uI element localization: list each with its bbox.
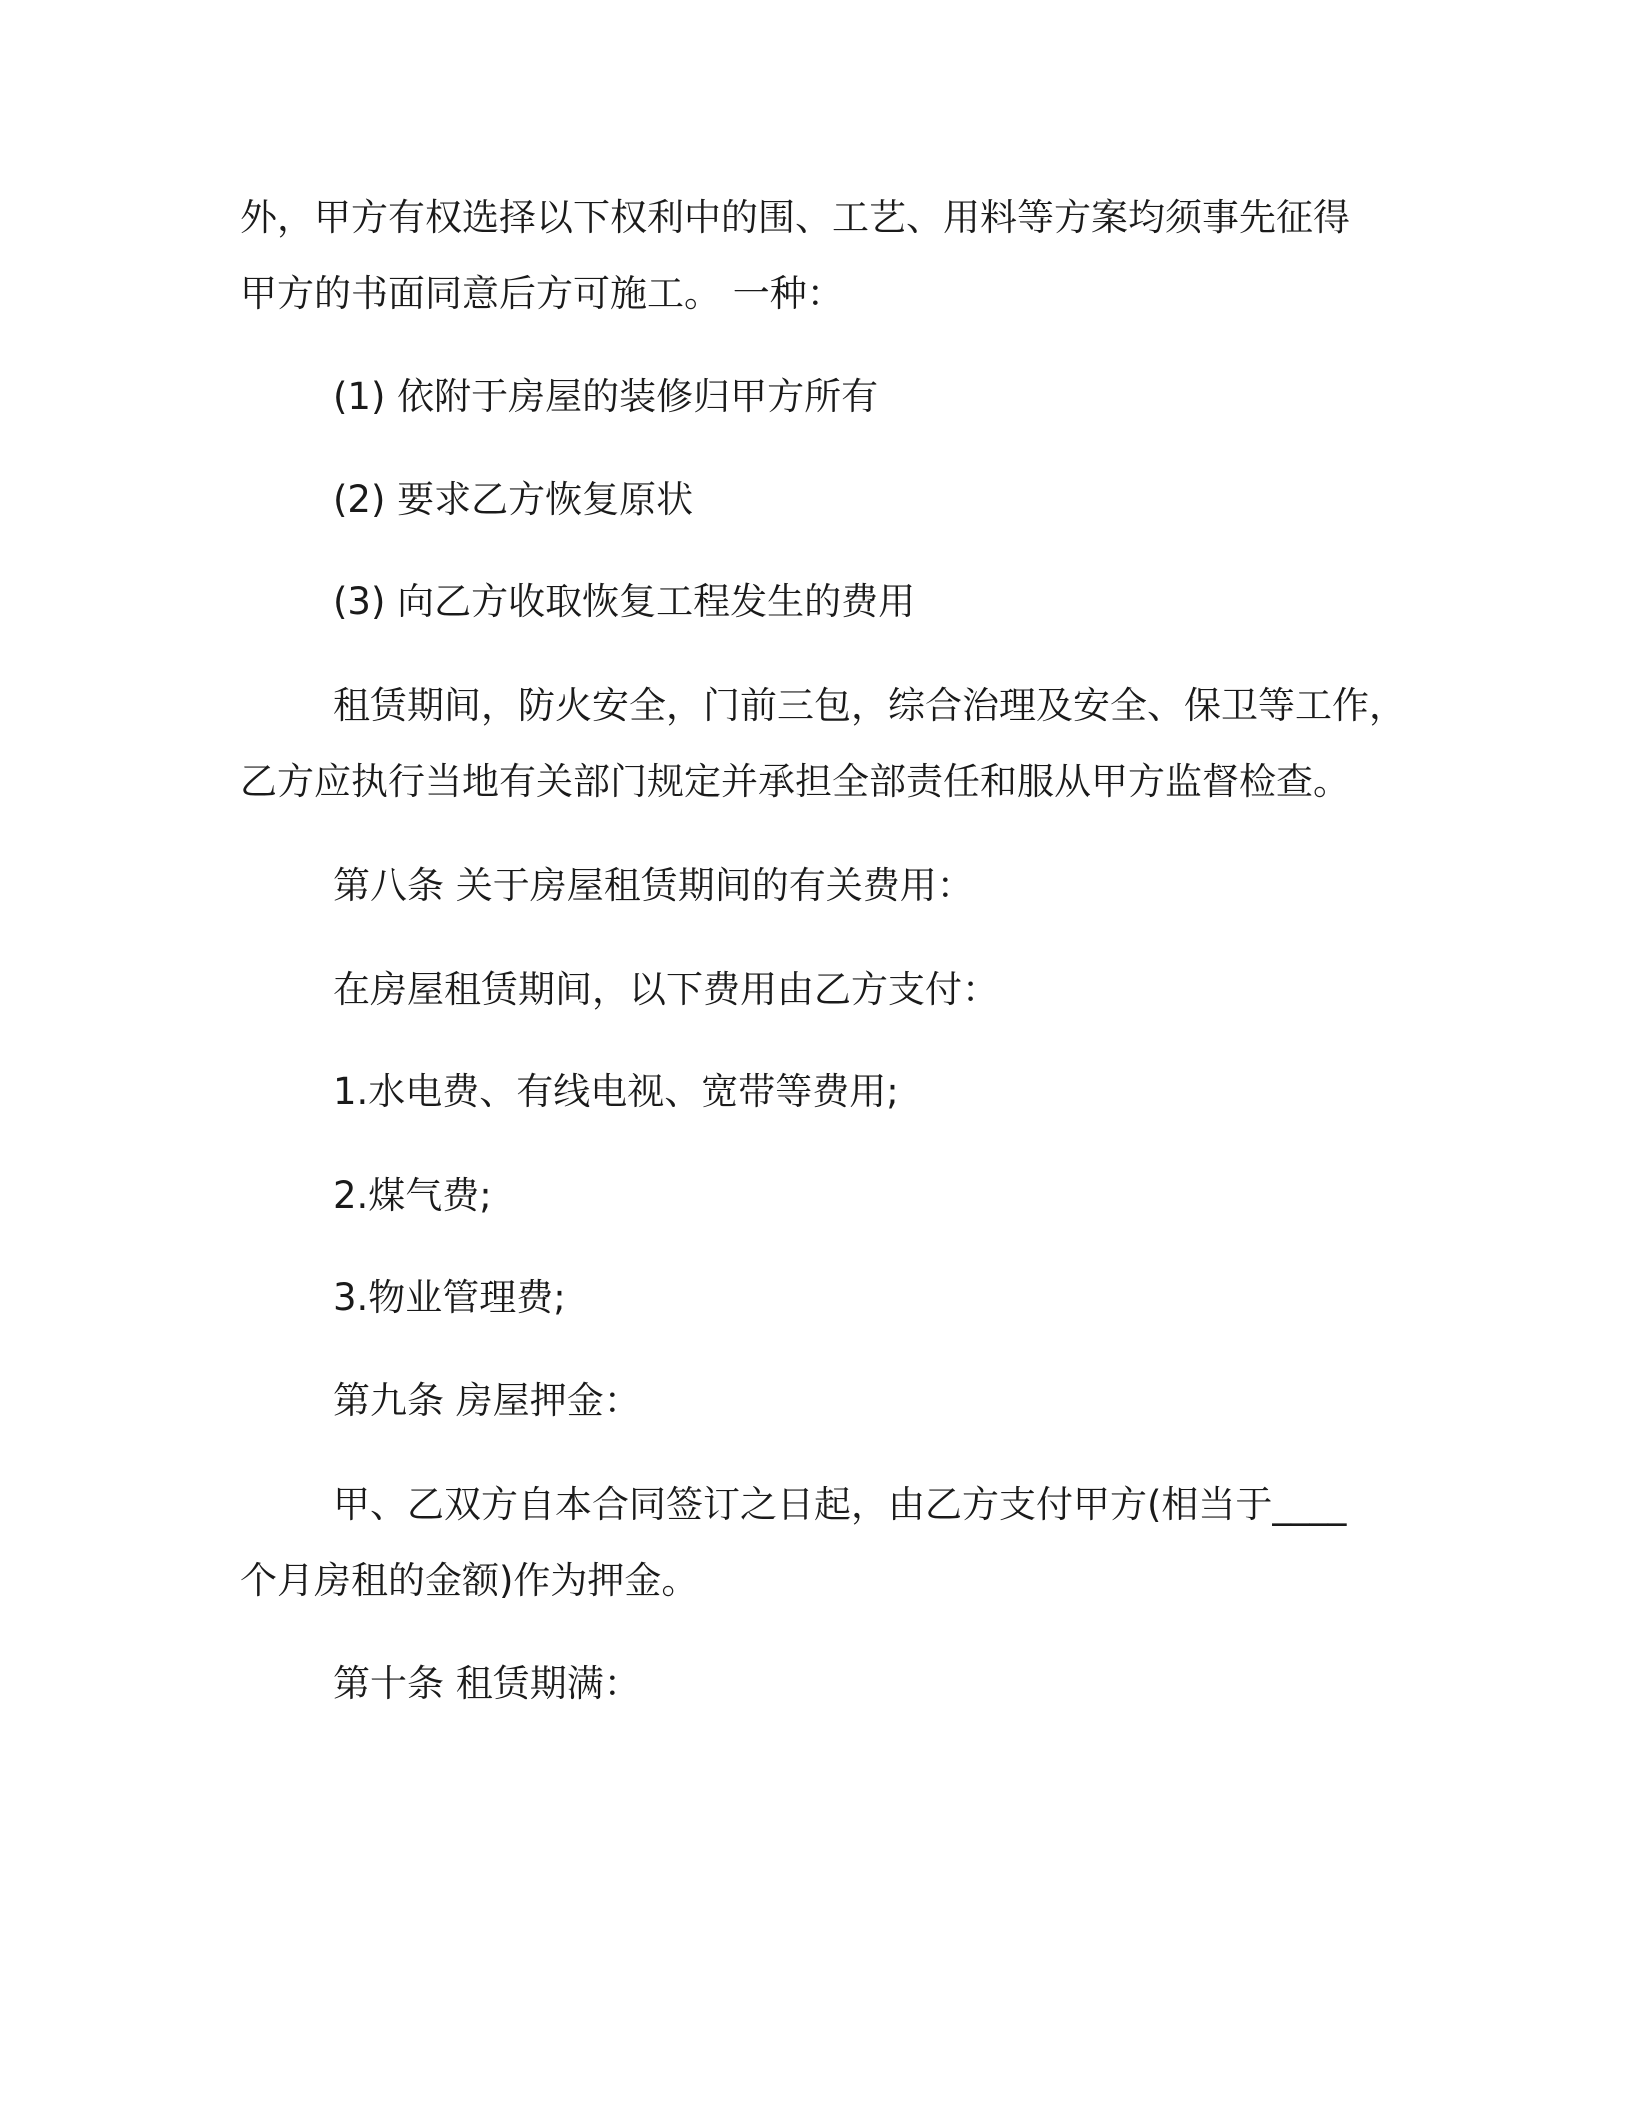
article-heading-9: 第九条 房屋押金： [333,1379,641,1422]
paragraph-line: 外，甲方有权选择以下权利中的围、工艺、用料等方案均须事先征得 [240,196,1350,239]
list-item-1: (1) 依附于房屋的装修归甲方所有 [333,375,879,418]
list-item-2: (2) 要求乙方恢复原状 [333,478,694,521]
fee-item-2: 2.煤气费; [333,1174,492,1217]
fee-item-1: 1.水电费、有线电视、宽带等费用; [333,1070,899,1113]
fee-item-3: 3.物业管理费; [333,1276,566,1319]
paragraph-line: 乙方应执行当地有关部门规定并承担全部责任和服从甲方监督检查。 [240,760,1350,803]
article-heading-8: 第八条 关于房屋租赁期间的有关费用： [333,864,974,907]
article-heading-10: 第十条 租赁期满： [333,1662,641,1705]
paragraph-line: 甲、乙双方自本合同签订之日起，由乙方支付甲方(相当于____ [333,1483,1347,1526]
paragraph-line: 租赁期间，防火安全，门前三包，综合治理及安全、保卫等工作， [333,684,1406,727]
paragraph-line: 个月房租的金额)作为押金。 [240,1559,699,1602]
paragraph-line: 在房屋租赁期间，以下费用由乙方支付： [333,968,999,1011]
list-item-3: (3) 向乙方收取恢复工程发生的费用 [333,580,916,623]
paragraph-line: 甲方的书面同意后方可施工。 一种： [240,272,844,315]
